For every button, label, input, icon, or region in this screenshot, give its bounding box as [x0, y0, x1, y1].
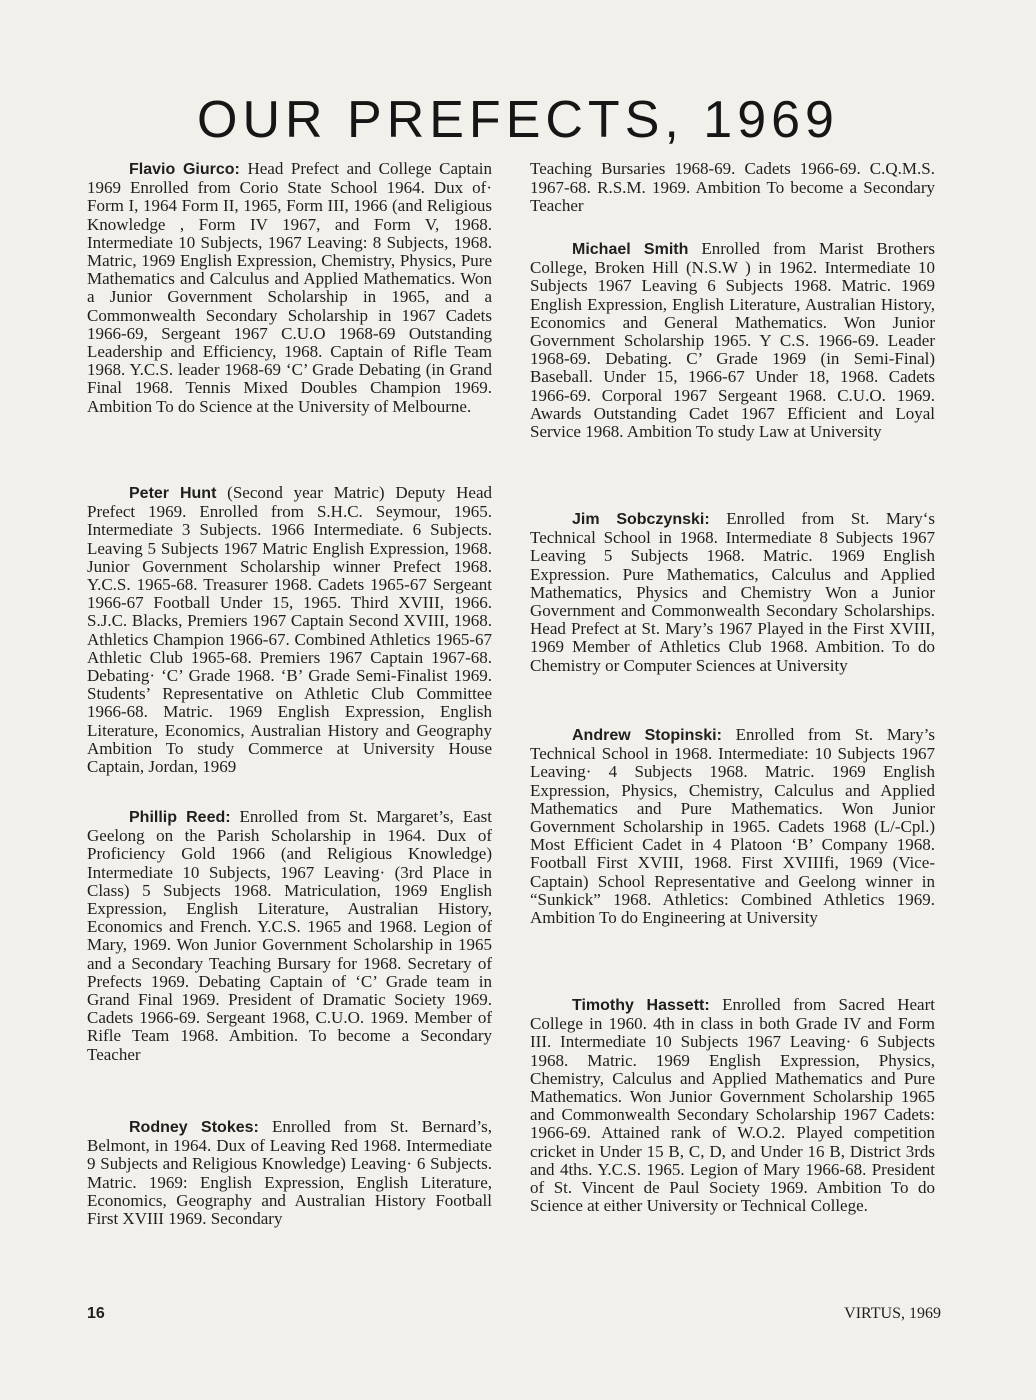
- prefect-bio: Teaching Bursaries 1968-69. Cadets 1966-69. C.Q.M.S. 1967-68. R.S.M. 1969. Ambition To become a Secondary Teacher: [530, 159, 935, 216]
- prefect-name: Timothy Hassett:: [572, 997, 710, 1014]
- prefect-name: Michael Smith: [572, 241, 689, 258]
- prefect-entry: [87, 1118, 492, 1228]
- page-number: 16: [87, 1305, 105, 1322]
- prefect-entry: [87, 484, 492, 808]
- prefect-bio: Enrolled from Sacred Heart College in 1960. 4th in class in both Grade IV and Form III. Intermediate 10 Subjects 1967 Leaving· 6 Subjects 1968. Matric. 1969 English Expression, Physics, Chemistry, Calculus and Applied Mathematics and Pure Mathematics. Won Junior Government Scholarship 1965 and Commonwealth Secondary Scholarship 1967 Cadets: 1966-69. Attained rank of W.O.2. Played competition cricket in Under 15 B, C, D, and Under 16 B, District 3rds and 4ths. Y.C.S. 1965. Legion of Mary 1966-68. President of St. Vincent de Paul Society 1969. Ambition To do Science at either University or Technical College.: [530, 995, 935, 1216]
- prefect-entry: [87, 808, 492, 1118]
- prefect-bio: Enrolled from Marist Brothers College, Broken Hill (N.S.W ) in 1962. Intermediate 10 Subjects 1967 Leaving 6 Subjects 1968. Matric. 1969 English Expression, English Literature, Australian History, Economics and General Mathematics. Won Junior Government Scholarship 1965. Y C.S. 1966-69. Leader 1968-69. Debating. C’ Grade 1969 (in Semi-Final) Baseball. Under 15, 1966-67 Under 18, 1968. Cadets 1966-69. Corporal 1967 Sergeant 1968. C.U.O. 1969. Awards Outstanding Cadet 1967 Efficient and Loyal Service 1968. Ambition To study Law at University: [530, 239, 935, 442]
- prefect-entry: [530, 996, 935, 1215]
- prefect-name: Rodney Stokes:: [129, 1119, 259, 1136]
- prefect-entry: [87, 160, 492, 484]
- prefect-name: Jim Sobczynski:: [572, 511, 710, 528]
- prefect-name: Flavio Giurco:: [129, 161, 240, 178]
- left-column: [87, 160, 492, 1228]
- right-column: [530, 160, 935, 1215]
- prefect-name: Phillip Reed:: [129, 809, 231, 826]
- page-title: OUR PREFECTS, 1969: [197, 91, 839, 149]
- prefect-bio: Head Prefect and College Captain 1969 Enrolled from Corio State School 1964. Dux of· Form I, 1964 Form II, 1965, Form III, 1966 (and Religious Knowledge , Form IV 1967, and Form V, 1968. Intermediate 10 Subjects, 1967 Leaving: 8 Subjects, 1968. Matric, 1969 English Expression, Chemistry, Physics, Pure Mathematics and Calculus and Applied Mathematics. Won a Junior Government Scholarship in 1965, and a Commonwealth Secondary Scholarship in 1967 Cadets 1966-69, Sergeant 1967 C.U.O 1968-69 Outstanding Leadership and Efficiency, 1968. Captain of Rifle Team 1968. Y.C.S. leader 1968-69 ‘C’ Grade Debating (in Grand Final 1968. Tennis Mixed Doubles Champion 1969. Ambition To do Science at the University of Melbourne.: [87, 159, 492, 416]
- prefect-entry: [530, 510, 935, 726]
- prefect-name: Peter Hunt: [129, 485, 217, 502]
- prefect-entry: [530, 726, 935, 996]
- prefect-bio: Enrolled from St. Bernard’s, Belmont, in 1964. Dux of Leaving Red 1968. Intermediate 9 Subjects and Religious Knowledge) Leaving· 6 Subjects. Matric. 1969: English Expression, English Literature, Economics, Geography and Australian History Football First XVIII 1969. Secondary: [87, 1117, 492, 1229]
- prefect-entry-continued: [530, 160, 935, 240]
- prefect-bio: Enrolled from St. Mary’s Technical School in 1968. Intermediate: 10 Subjects 1967 Leaving· 4 Subjects 1968. Matric. 1969 English Expression, Physics, Chemistry, Calculus and Applied Mathematics and Pure Mathematics. Won Junior Government Scholarship in 1965. Cadets 1968 (L/-Cpl.) Most Efficient Cadet in 4 Platoon ‘B’ Company 1968. Football First XVIII, 1968. First XVIIIfi, 1969 (Vice-Captain) School Representative and Geelong winner in “Sunkick” 1968. Athletics: Combined Athletics 1969. Ambition To do Engineering at University: [530, 725, 936, 928]
- publication-footer: VIRTUS, 1969: [844, 1305, 941, 1322]
- prefect-bio: Enrolled from St. Margaret’s, East Geelong on the Parish Scholarship in 1964. Dux of Proficiency Gold 1966 (and Religious Knowledge) Intermediate 10 Subjects, 1967 Leaving· (3rd Place in Class) 5 Subjects 1968. Matriculation, 1969 English Expression, English Literature, Australian History, Economics and French. Y.C.S. 1965 and 1968. Legion of Mary, 1969. Won Junior Government Scholarship in 1965 and a Secondary Teaching Bursary for 1968. Secretary of Prefects 1969. Debating Captain of ‘C’ Grade team in Grand Final 1969. President of Dramatic Society 1969. Cadets 1966-69. Sergeant 1968, C.U.O. 1969. Member of Rifle Team 1968. Ambition. To become a Secondary Teacher: [87, 807, 492, 1064]
- prefect-bio: Enrolled from St. Mary‘s Technical School in 1968. Intermediate 8 Subjects 1967 Leaving 5 Subjects 1968. Matric. 1969 English Expression. Pure Mathematics, Calculus and Applied Mathematics, Physics and Chemistry Won a Junior Government and Commonwealth Secondary Scholarships. Head Prefect at St. Mary’s 1967 Played in the First XVIII, 1969 Member of Athletics Club 1968. Ambition. To do Chemistry or Computer Sciences at University: [530, 509, 936, 675]
- prefect-entry: [530, 240, 935, 510]
- prefect-name: Andrew Stopinski:: [572, 727, 722, 744]
- prefect-bio: (Second year Matric) Deputy Head Prefect 1969. Enrolled from S.H.C. Seymour, 1965. Intermediate 3 Subjects. 1966 Intermediate. 6 Subjects. Leaving 5 Subjects 1967 Matric English Expression, 1968. Junior Government Scholarship winner Prefect 1968. Y.C.S. 1965-68. Treasurer 1968. Cadets 1965-67 Sergeant 1966-67 Football Under 15, 1965. Third XVIII, 1966. S.J.C. Blacks, Premiers 1967 Captain Second XVIII, 1968. Athletics Champion 1966-67. Combined Athletics 1965-67 Athletic Club 1965-68. Premiers 1967 Captain 1967-68. Debating· ‘C’ Grade 1968. ‘B’ Grade Semi-Finalist 1969. Students’ Representative on Athletic Club Committee 1966-68. Matric. 1969 English Expression, English Literature, Economics, Australian History and Geography Ambition To study Commerce at University House Captain, Jordan, 1969: [87, 483, 492, 777]
